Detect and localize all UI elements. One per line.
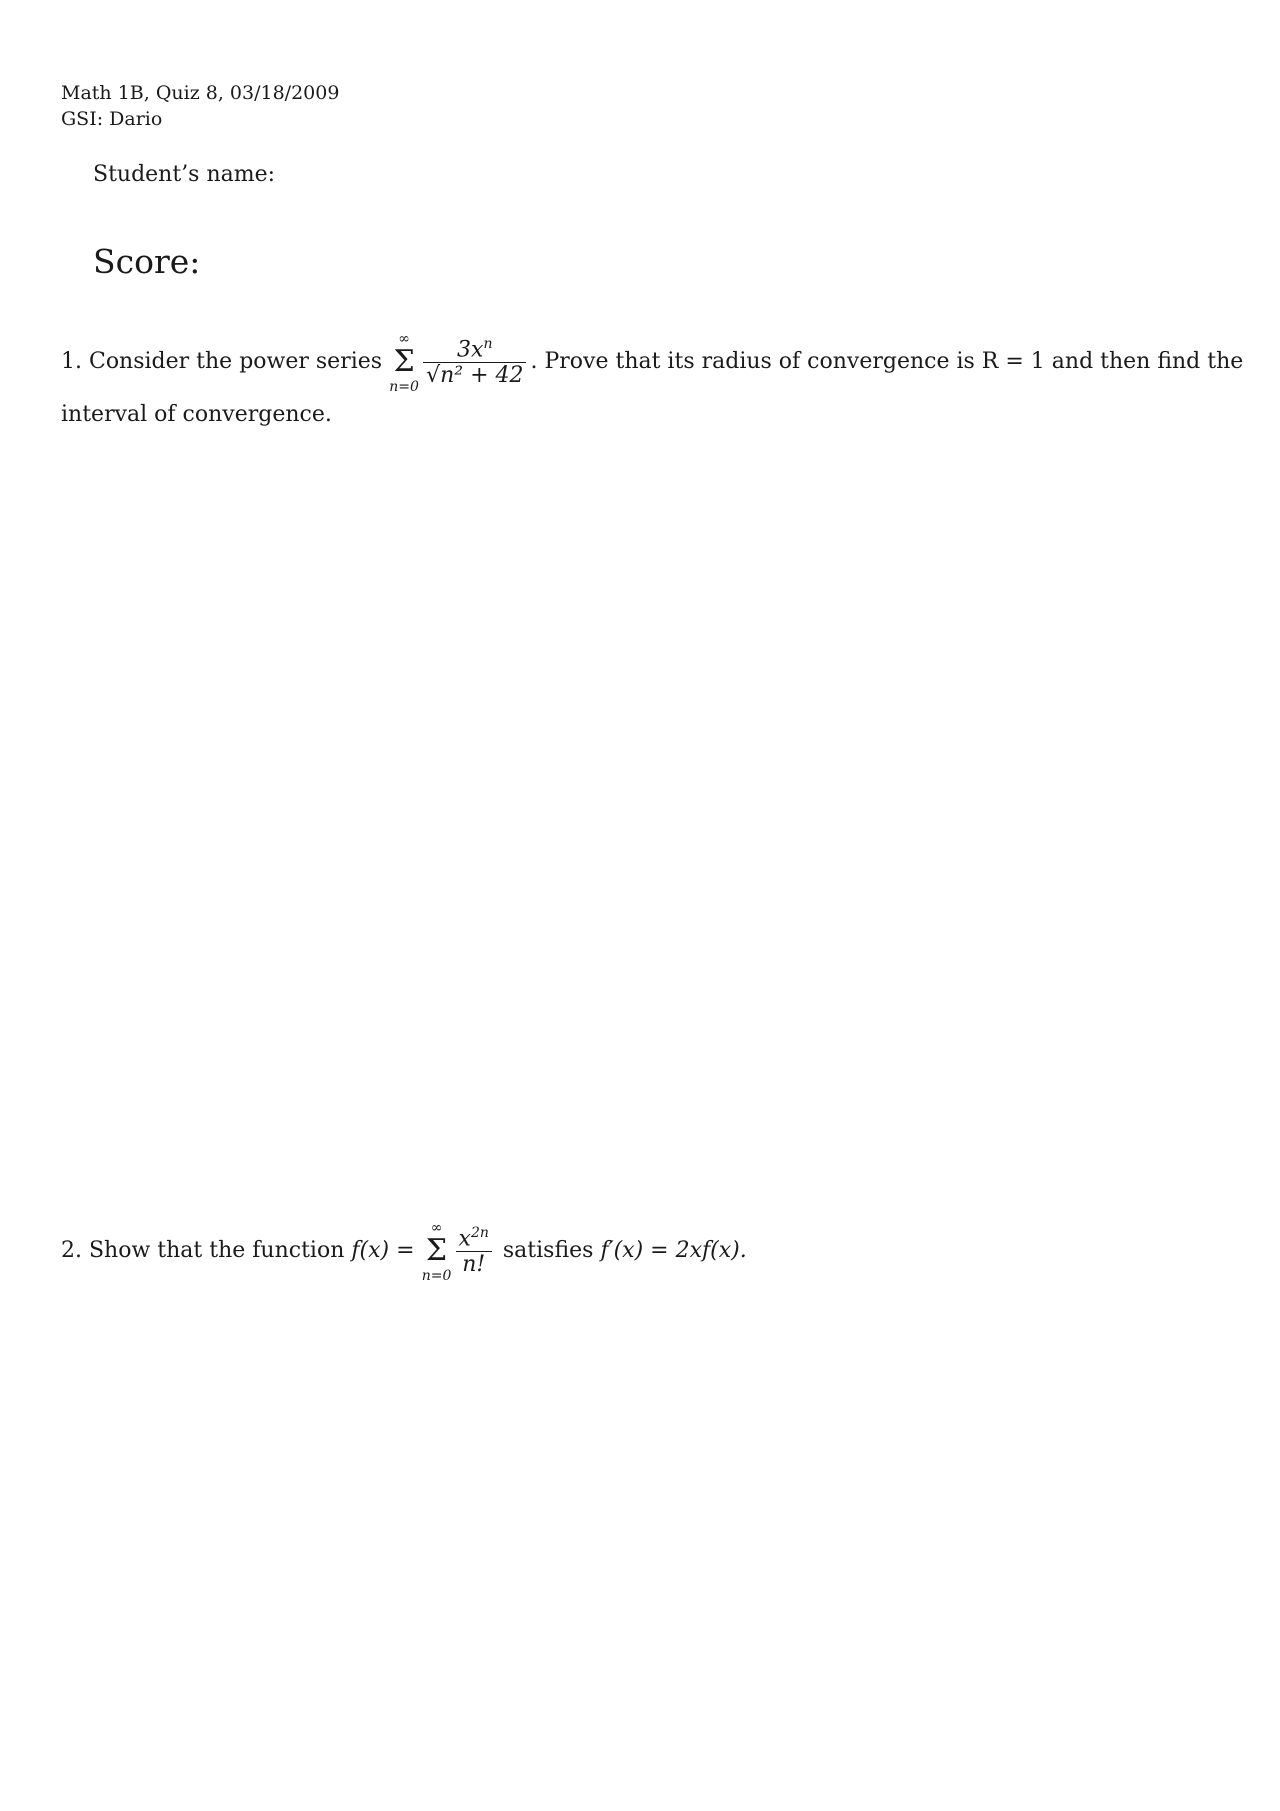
numerator-exponent: 2n xyxy=(470,1225,489,1241)
student-name-label: Student’s name: xyxy=(93,162,276,187)
function-def: f(x) = xyxy=(351,1238,415,1264)
problem-1 xyxy=(61,331,1244,396)
numerator: 3x xyxy=(457,337,484,363)
numerator: x xyxy=(458,1226,471,1252)
sum-upper: ∞ xyxy=(398,331,410,348)
problem-1-tail: . Prove that its radius of convergence is R = 1 and then find the xyxy=(530,349,1244,375)
denominator: n! xyxy=(462,1252,486,1278)
gsi-line: GSI: Dario xyxy=(61,108,163,130)
problem-2 xyxy=(61,1220,747,1285)
course-header: Math 1B, Quiz 8, 03/18/2009 xyxy=(61,82,340,104)
problem-1-lead: 1. Consider the power series xyxy=(61,349,383,375)
fraction xyxy=(423,336,526,388)
problem-2-equation: f′(x) = 2xf(x). xyxy=(600,1238,747,1264)
sum-upper: ∞ xyxy=(430,1220,443,1237)
numerator-exponent: n xyxy=(483,336,493,352)
summation-symbol: ∞ Σ n=0 xyxy=(421,1220,452,1285)
sum-lower: n=0 xyxy=(389,379,419,396)
summation-symbol: ∞ Σ n=0 xyxy=(389,331,419,396)
denominator: √n² + 42 xyxy=(426,363,524,389)
problem-2-lead: 2. Show that the function xyxy=(61,1238,345,1264)
problem-1-line2: interval of convergence. xyxy=(61,402,332,427)
sum-lower: n=0 xyxy=(421,1268,452,1285)
problem-2-tail-text: satisfies xyxy=(502,1238,594,1264)
fraction xyxy=(456,1225,492,1277)
score-label: Score: xyxy=(93,242,201,281)
